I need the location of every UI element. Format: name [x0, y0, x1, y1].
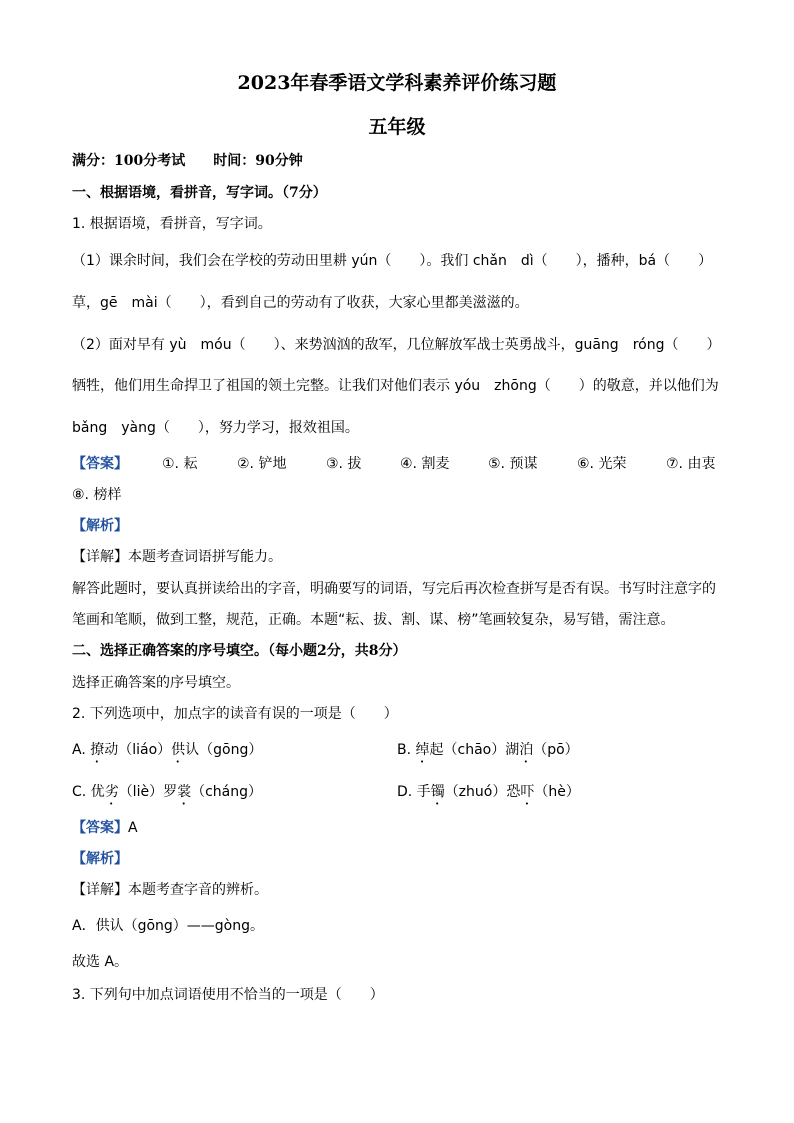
q2-answer-line [72, 817, 138, 837]
option-text: （liè）罗 [118, 784, 178, 800]
q1-part1-line1: （1）课余时间，我们会在学校的劳动田里耕 yún（ ）。我们 chǎn dì（ ），播种，bá（ ） [72, 253, 713, 269]
exam-meta: 满分：100分考试 时间：90分钟 [72, 153, 303, 169]
answer-item: ⑤. 预谋 [488, 456, 538, 472]
dotted-char: 绰 [415, 742, 430, 758]
detail-line [72, 879, 268, 899]
option-d-prefix: D. 手 [397, 784, 431, 800]
analysis-tag: 【解析】 [72, 851, 128, 867]
dotted-char: 吓 [520, 784, 535, 800]
answer-value: A [128, 820, 138, 836]
answer-item-last: ⑧. 榜样 [72, 487, 122, 503]
detail-tag: 【详解】 [72, 882, 128, 898]
option-b-prefix: B. [397, 742, 416, 758]
option-a-prefix: A. [72, 742, 91, 758]
answer-item: ④. 割麦 [400, 456, 450, 472]
dotted-char: 镯 [430, 784, 445, 800]
answer-item: ③. 拔 [326, 456, 362, 472]
dotted-char: 泊 [519, 742, 534, 758]
explain-line1: 解答此题时，要认真拼读给出的字音，明确要写的词语，写完后再次检查拼写是否有误。书写时注意字的 [72, 581, 716, 597]
q2-explain: A．供认（gōng）——gòng。 [72, 918, 265, 934]
option-c [72, 781, 262, 808]
option-a [72, 739, 262, 766]
q2-conclusion: 故选 A。 [72, 954, 129, 970]
q1-stem: 1. 根据语境，看拼音，写字词。 [72, 216, 272, 232]
dotted-char: 裳 [177, 784, 192, 800]
answer-tag: 【答案】 [72, 456, 128, 472]
option-text: 动（liáo） [104, 742, 172, 758]
explain-line2: 笔画和笔顺，做到工整，规范，正确。本题“耘、拔、割、谋、榜”笔画较复杂，易写错，需注意。 [72, 612, 675, 628]
dotted-char: 撩 [90, 742, 105, 758]
option-b [397, 739, 579, 766]
q2-stem: 2. 下列选项中，加点字的读音有误的一项是（ ） [72, 706, 398, 722]
section2-intro: 选择正确答案的序号填空。 [72, 675, 240, 691]
section2-heading: 二、选择正确答案的序号填空。（每小题2分，共8分） [72, 643, 407, 659]
answer-item: ⑥. 光荣 [577, 456, 627, 472]
detail-text: 本题考查字音的辨析。 [128, 882, 268, 898]
section1-heading: 一、根据语境，看拼音，写字词。（7分） [72, 185, 327, 201]
page-title: 2023年春季语文学科素养评价练习题 [237, 72, 557, 94]
option-text: 湖 [505, 742, 520, 758]
q3-stem: 3. 下列句中加点词语使用不恰当的一项是（ ） [72, 987, 384, 1003]
answer-tag: 【答案】 [72, 820, 128, 836]
dotted-char: 劣 [104, 784, 119, 800]
option-text: 认（gōng） [185, 742, 263, 758]
detail-line [72, 546, 282, 566]
q1-part2-line2: 牺牲，他们用生命捍卫了祖国的领土完整。让我们对他们表示 yóu zhōng（ ）的敬意，并以他们为 [72, 378, 719, 394]
q1-part2-line1: （2）面对早有 yù móu（ ）、来势汹汹的敌军，几位解放军战士英勇战斗，guāng róng（ ） [72, 337, 721, 353]
option-text: （cháng） [191, 784, 263, 800]
q1-part1-line2: 草，gē mài（ ），看到自己的劳动有了收获，大家心里都美滋滋的。 [72, 295, 529, 311]
detail-tag: 【详解】 [72, 549, 128, 565]
answer-item: ②. 铲地 [237, 456, 287, 472]
option-c-prefix: C. 优 [72, 784, 105, 800]
option-text: 起（chāo） [429, 742, 506, 758]
option-text: （hè） [534, 784, 580, 800]
dotted-char: 供 [171, 742, 186, 758]
analysis-tag: 【解析】 [72, 518, 128, 534]
answer-item: ⑦. 由衷 [666, 456, 716, 472]
grade-title: 五年级 [368, 116, 426, 138]
answer-item: ①. 耘 [162, 456, 198, 472]
option-text: （zhuó）恐 [444, 784, 521, 800]
option-d [397, 781, 580, 808]
detail-text: 本题考查词语拼写能力。 [128, 549, 282, 565]
option-text: （pō） [533, 742, 579, 758]
q1-part2-line3: bǎng yàng（ ），努力学习，报效祖国。 [72, 420, 359, 436]
